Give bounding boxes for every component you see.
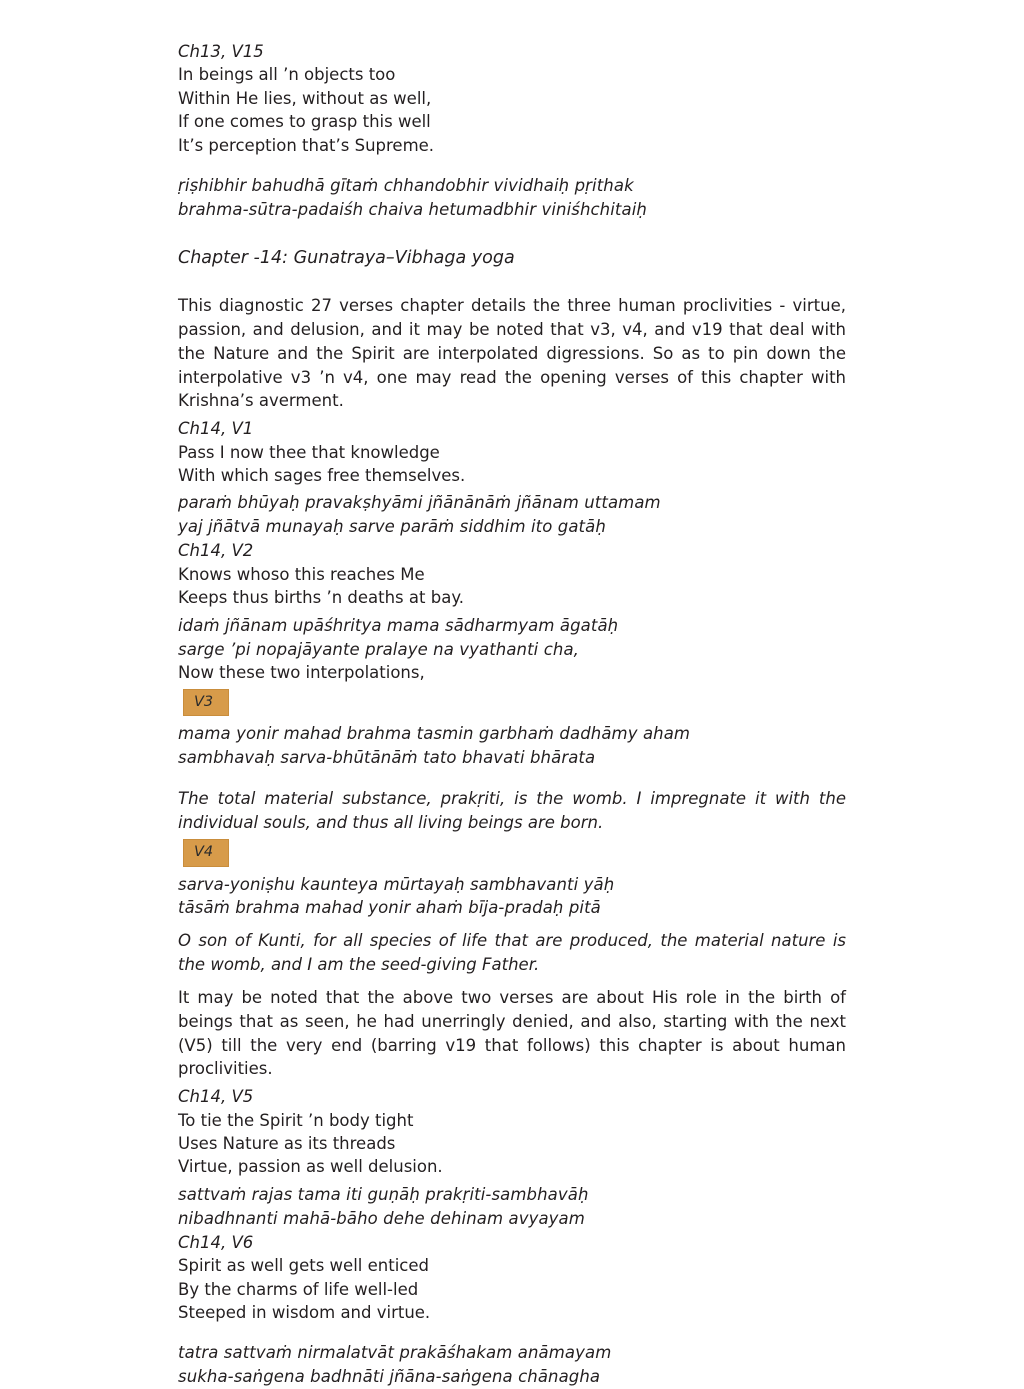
spacer [178,977,846,986]
spacer [178,270,846,294]
spacer [178,1324,846,1341]
verse-tag-row [178,839,846,867]
commentary-paragraph: It may be noted that the above two verses are about His role in the birth of beings that as seen, he had unerringly denied, and also, starting with the next (V5) till the very end (barring v19 that follows) this chapter is about human proclivities. [178,988,846,1079]
verse-sanskrit-line: ṛiṣhibhir bahudhā gītaṁ chhandobhir vividhaiḥ pṛithak [178,176,634,196]
chapter-title: Chapter -14: Gunatraya–Vibhaga yoga [178,247,515,268]
verse-english-line: Steeped in wisdom and virtue. [178,1303,431,1323]
verse-english-line: Virtue, passion as well delusion. [178,1157,443,1177]
verse-english-line: It’s perception that’s Supreme. [178,135,435,155]
verse-tag-v4: V4 [183,839,229,867]
verse-english-line: In beings all ’n objects too [178,65,396,85]
verse-english-line: Spirit as well gets well enticed [178,1256,429,1276]
verse-sanskrit-line: paraṁ bhūyaḥ pravakṣhyāmi jñānānāṁ jñānam uttamam [178,493,661,513]
spacer [178,157,846,174]
intro-paragraph: This diagnostic 27 verses chapter details the three human proclivities - virtue, passion, and delusion, and it may be noted that v3, v4, and v19 that deal with the Nature and the Spirit are interpolated digressions. So as to pin down the interpolative v3 ’n v4, one may read the opening verses of this chapter with Krishna’s averment. [178,296,846,411]
verse-sanskrit-line: idaṁ jñānam upāśhritya mama sādharmyam āgatāḥ [178,615,619,635]
verse-sanskrit-line: tāsāṁ brahma mahad yonir ahaṁ bīja-pradaḥ pitā [178,898,601,918]
verse-english-line: Uses Nature as its threads [178,1134,396,1154]
spacer [178,770,846,787]
verse-sanskrit-line: yaj jñātvā munayaḥ sarve parāṁ siddhim ito gatāḥ [178,517,606,537]
verse-reference: Ch13, V15 [178,42,264,61]
verse-reference: Ch14, V1 [178,419,254,439]
verse-english-line: To tie the Spirit ’n body tight [178,1110,414,1130]
document-body [178,40,846,1389]
verse-reference: Ch14, V2 [178,541,254,561]
verse-english-line: Keeps thus births ’n deaths at bay. [178,588,464,608]
spacer [178,222,846,246]
verse-sanskrit-line: brahma-sūtra-padaiśh chaiva hetumadbhir viniśhchitaiḥ [178,200,647,220]
verse-reference: Ch14, V6 [178,1232,254,1252]
verse-sanskrit-line: sarge ’pi nopajāyante pralaye na vyathanti cha, [178,639,579,659]
verse-english-line: With which sages free themselves. [178,466,466,486]
translation-paragraph: The total material substance, prakṛiti, is the womb. I impregnate it with the individual souls, and thus all living beings are born. [178,789,846,833]
verse-sanskrit-line: sukha-saṅgena badhnāti jñāna-saṅgena chānagha [178,1367,601,1387]
verse-tag-v3: V3 [183,689,229,717]
verse-reference: Ch14, V5 [178,1087,254,1107]
verse-english-line: Knows whoso this reaches Me [178,564,425,584]
verse-sanskrit-line: sambhavaḥ sarva-bhūtānāṁ tato bhavati bhārata [178,748,596,768]
verse-english-line: By the charms of life well-led [178,1279,419,1299]
verse-sanskrit-line: tatra sattvaṁ nirmalatvāt prakāśhakam anāmayam [178,1343,612,1363]
spacer [178,920,846,929]
verse-english-line: Pass I now thee that knowledge [178,442,440,462]
verse-tag-row [178,689,846,717]
verse-sanskrit-line: sattvaṁ rajas tama iti guṇāḥ prakṛiti-sambhavāḥ [178,1184,589,1204]
verse-sanskrit-line: nibadhnanti mahā-bāho dehe dehinam avyayam [178,1208,585,1228]
translation-paragraph: O son of Kunti, for all species of life that are produced, the material nature is the womb, and I am the seed-giving Father. [178,931,846,975]
verse-english-line: If one comes to grasp this well [178,112,431,132]
verse-sanskrit-line: mama yonir mahad brahma tasmin garbhaṁ dadhāmy aham [178,724,691,744]
verse-sanskrit-line: sarva-yoniṣhu kaunteya mūrtayaḥ sambhavanti yāḥ [178,874,615,894]
verse-english-line: Within He lies, without as well, [178,88,432,108]
transition-line: Now these two interpolations, [178,663,425,683]
